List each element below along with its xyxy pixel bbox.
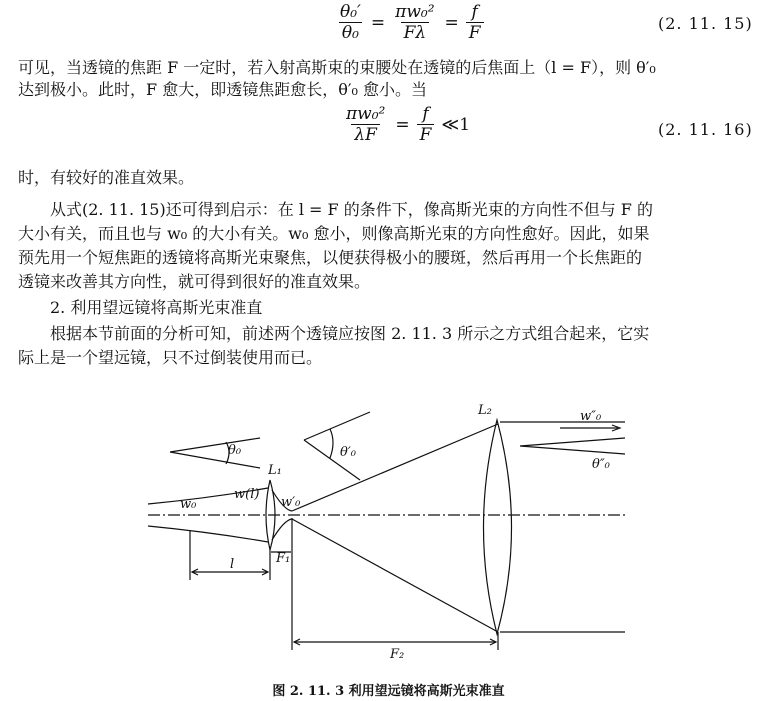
- fraction-denominator: θ₀: [339, 22, 362, 43]
- theta0-angle-glyph: [170, 438, 260, 468]
- paragraph-line: 可见，当透镜的焦距 F 一定时，若入射高斯束的束腰处在透镜的后焦面上（l = F），则 θ′₀: [18, 58, 656, 77]
- fraction-denominator: Fλ: [401, 22, 430, 43]
- fraction-denominator: λF: [351, 124, 380, 145]
- paragraph-line: 际上是一个望远镜，只不过倒装使用而已。: [18, 348, 323, 367]
- equals-sign: =: [370, 12, 386, 33]
- theta0-dprime-label: θ″₀: [592, 457, 610, 472]
- lens-l2: [484, 420, 512, 634]
- expanding-beam-upper: [292, 424, 498, 511]
- theta0-prime-arc: [330, 429, 333, 458]
- w0-prime-label: w′₀: [281, 495, 301, 510]
- f1-label: F₁: [276, 551, 291, 566]
- equals-sign: =: [395, 114, 410, 135]
- w0-label: w₀: [180, 497, 197, 512]
- paragraph-line: 达到极小。此时，F 愈大，即透镜焦距愈长，θ′₀ 愈小。当: [18, 80, 427, 99]
- fraction-numerator: f: [422, 104, 429, 124]
- fraction-waist-ratio: [392, 2, 437, 43]
- fraction-waist-ratio: [343, 104, 388, 145]
- l1-label: L₁: [268, 463, 282, 478]
- fraction-denominator: F: [466, 22, 484, 43]
- paragraph-line: 时，有较好的准直效果。: [18, 168, 195, 187]
- wl-label: w(l): [234, 487, 260, 502]
- equation-2-11-15: [334, 2, 487, 43]
- fraction-focal-ratio: [417, 104, 435, 145]
- paragraph-line: 根据本节前面的分析可知，前述两个透镜应按图 2. 11. 3 所示之方式组合起来，它实: [50, 324, 650, 343]
- theta0-prime-label: θ′₀: [340, 445, 356, 460]
- fraction-numerator: θ₀′: [340, 2, 361, 22]
- paragraph-line: 透镜来改善其方向性，就可得到很好的准直效果。: [18, 272, 371, 291]
- paragraph-line: 大小有关，而且也与 w₀ 的大小有关。w₀ 愈小，则像高斯光束的方向性愈好。因此，如果: [18, 224, 650, 243]
- telescope-collimation-diagram: [0, 380, 777, 680]
- equals-sign: =: [444, 12, 459, 33]
- fraction-numerator: πw₀²: [346, 104, 386, 124]
- fraction-focal-ratio: [466, 2, 484, 43]
- expanding-beam-lower: [292, 519, 498, 632]
- fraction-numerator: f: [471, 2, 478, 22]
- equation-number: (2. 11. 15): [658, 14, 753, 33]
- l-label: l: [230, 557, 235, 572]
- f2-label: F₂: [390, 647, 405, 662]
- equation-2-11-16: [340, 104, 474, 145]
- figure-caption: 图 2. 11. 3 利用望远镜将高斯光束准直: [272, 684, 505, 699]
- much-less-than: ≪1: [441, 114, 471, 135]
- incoming-beam-lower: [148, 526, 268, 542]
- fraction-denominator: F: [417, 124, 435, 145]
- paragraph-line: 预先用一个短焦距的透镜将高斯光束聚焦，以便获得极小的腰斑，然后再用一个长焦距的: [18, 248, 643, 267]
- theta0-label: θ₀: [228, 443, 242, 458]
- paragraph-line: 从式(2. 11. 15)还可得到启示：在 l = F 的条件下，像高斯光束的方向性不但与 F 的: [50, 200, 653, 219]
- section-heading: 2. 利用望远镜将高斯光束准直: [50, 298, 263, 317]
- equation-number: (2. 11. 16): [658, 120, 753, 139]
- theta0-dprime-angle-glyph: [520, 438, 625, 454]
- w0-dprime-label: w″₀: [580, 409, 602, 424]
- fraction-theta-ratio: [337, 2, 364, 43]
- theta0-prime-angle-glyph: [304, 412, 370, 480]
- fraction-numerator: πw₀²: [395, 2, 435, 22]
- l2-label: L₂: [478, 403, 492, 418]
